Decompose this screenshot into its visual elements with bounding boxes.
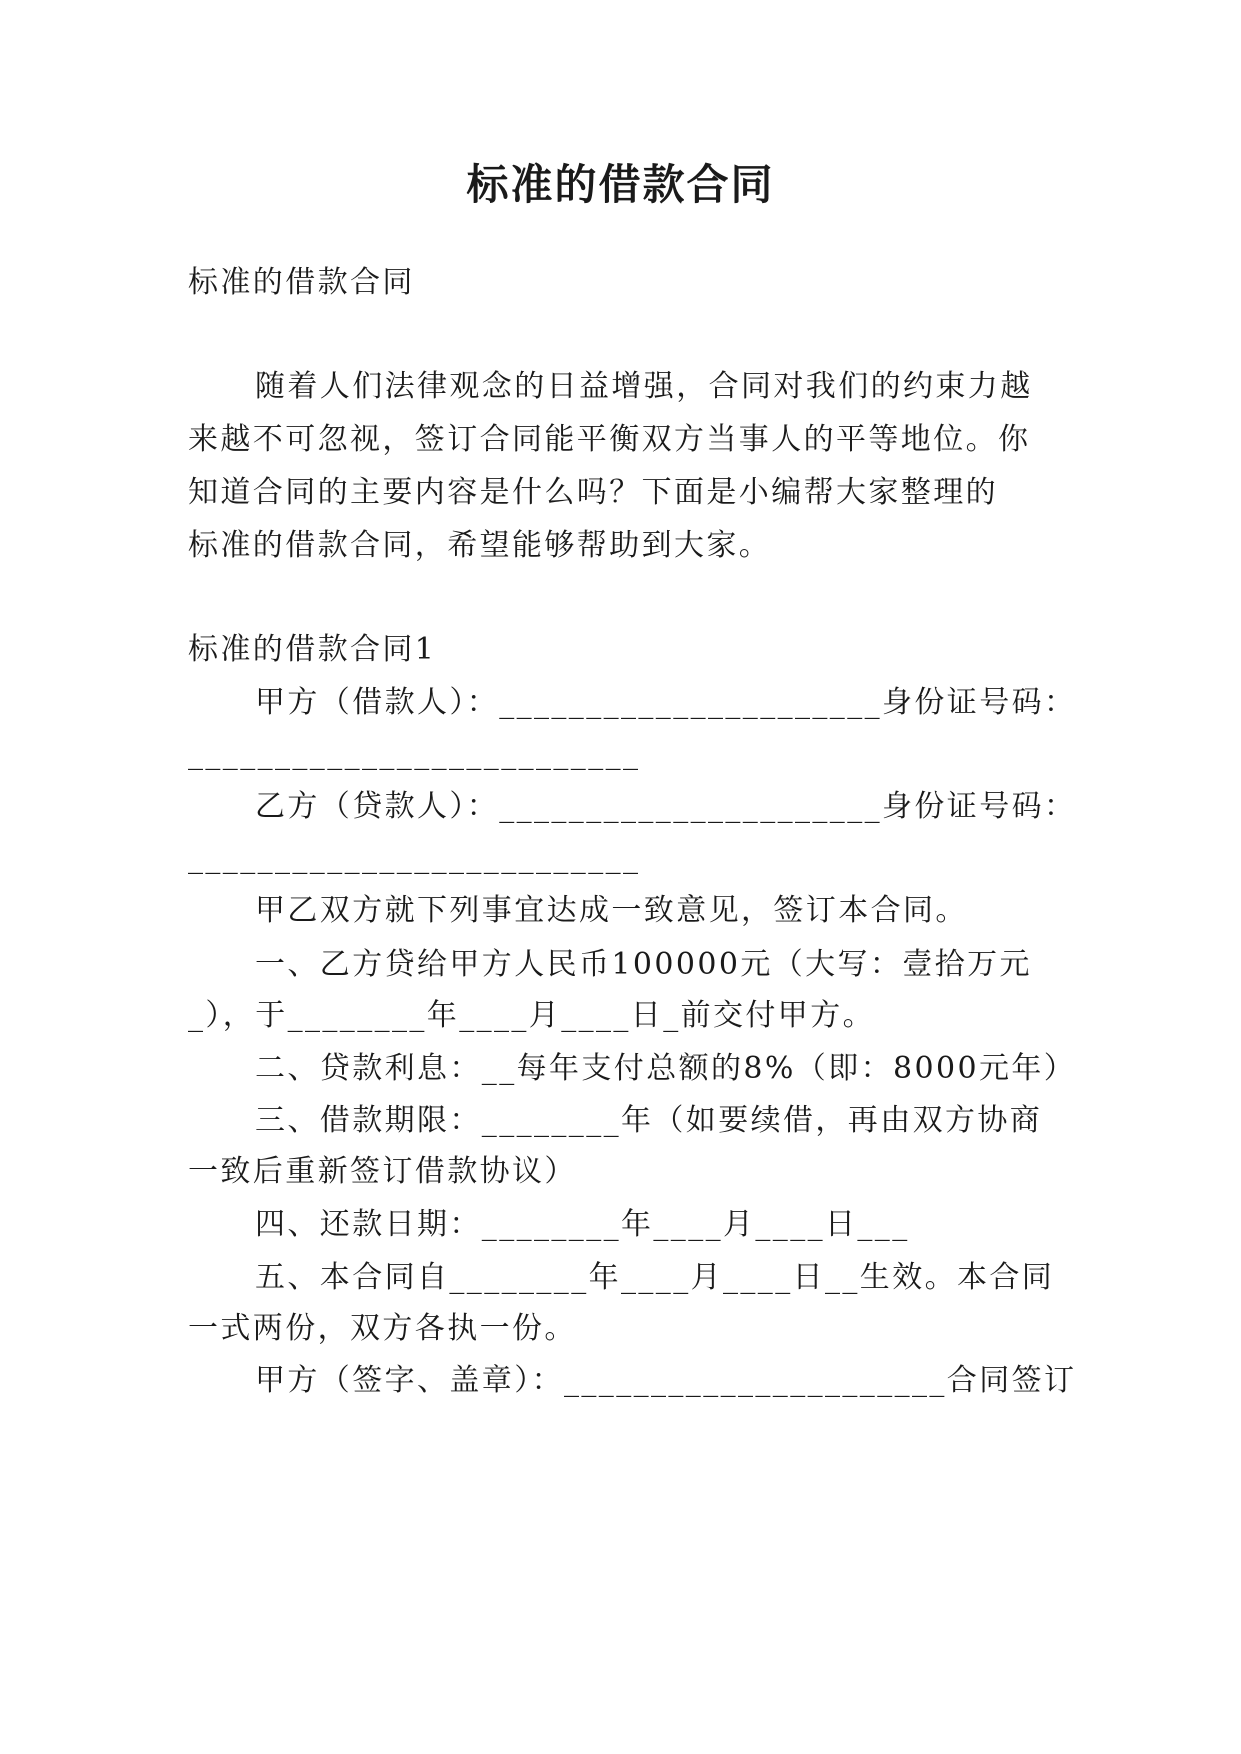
clause-5-line-2: 一式两份，双方各执一份。 — [188, 1311, 577, 1346]
subtitle: 标准的借款合同 — [188, 265, 415, 300]
clause-1-line-1: 一、乙方贷给甲方人民币100000元（大写：壹拾万元 — [255, 947, 1032, 982]
party-a-line: 甲方（借款人）：______________________身份证号码： — [255, 685, 1077, 720]
clause-3-line-2: 一致后重新签订借款协议） — [188, 1154, 577, 1189]
intro-line-2: 来越不可忽视，签订合同能平衡双方当事人的平等地位。你 — [188, 422, 1031, 457]
clause-2-line: 二、贷款利息：__每年支付总额的8%（即：8000元年） — [255, 1051, 1077, 1086]
signature-line-a: 甲方（签字、盖章）：______________________合同签订 — [255, 1363, 1077, 1398]
section-heading: 标准的借款合同1 — [188, 632, 437, 667]
clause-5-line-1: 五、本合同自________年____月____日__生效。本合同 — [255, 1260, 1055, 1295]
page-title: 标准的借款合同 — [466, 160, 775, 209]
party-a-id-line: __________________________ — [188, 736, 641, 771]
agreement-line: 甲乙双方就下列事宜达成一致意见，签订本合同。 — [255, 893, 968, 928]
intro-line-4: 标准的借款合同，希望能够帮助到大家。 — [188, 528, 772, 563]
clause-3-line-1: 三、借款期限：________年（如要续借，再由双方协商 — [255, 1103, 1043, 1138]
clause-4-line: 四、还款日期：________年____月____日___ — [255, 1207, 910, 1242]
party-b-id-line: __________________________ — [188, 840, 641, 875]
party-b-line: 乙方（贷款人）：______________________身份证号码： — [255, 789, 1077, 824]
clause-1-line-2: _），于________年____月____日_前交付甲方。 — [188, 998, 875, 1033]
intro-line-3: 知道合同的主要内容是什么吗？下面是小编帮大家整理的 — [188, 475, 998, 510]
intro-line-1: 随着人们法律观念的日益增强，合同对我们的约束力越 — [255, 369, 1033, 404]
